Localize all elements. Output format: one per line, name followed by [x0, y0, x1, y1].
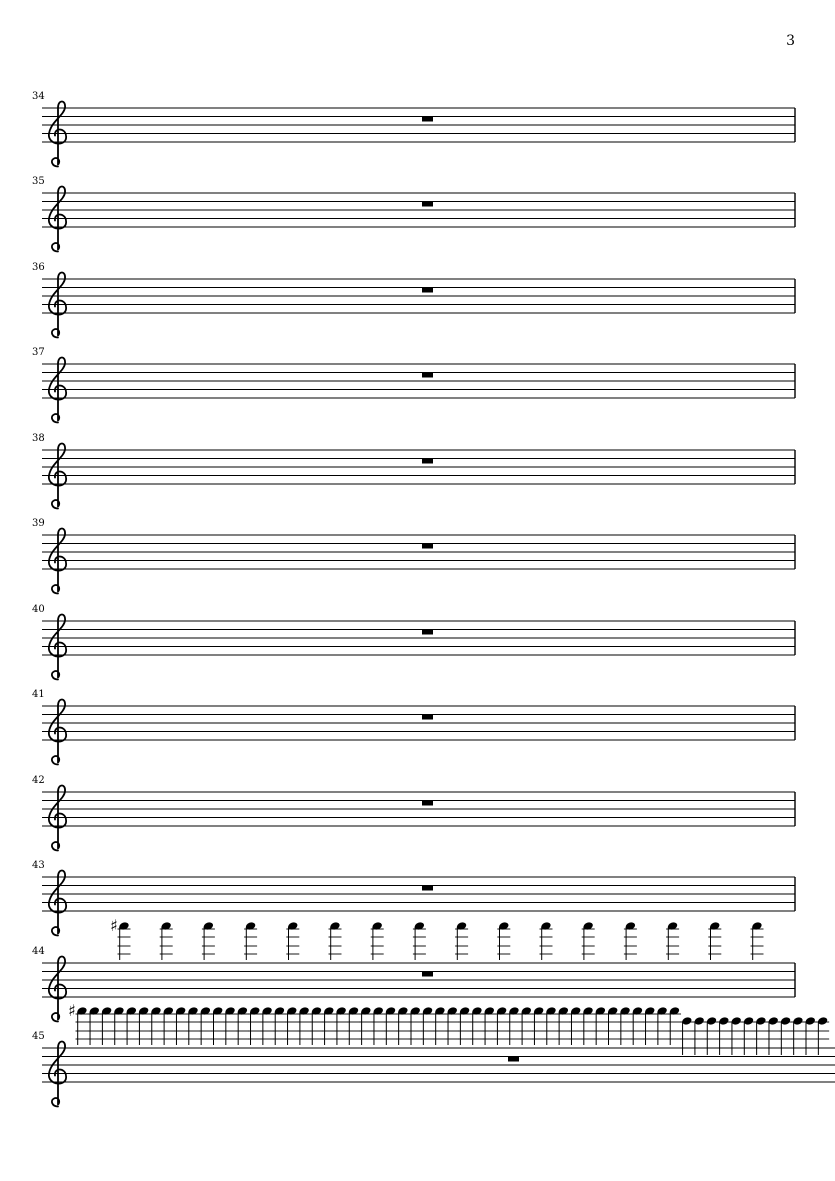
- treble-clef-icon: [49, 102, 66, 167]
- sharp-icon: ♯: [68, 1001, 76, 1020]
- treble-clef-icon: [49, 529, 66, 594]
- staff-system: [32, 689, 795, 765]
- note: [359, 1006, 372, 1045]
- whole-rest: [422, 972, 433, 977]
- note: [113, 1006, 126, 1045]
- treble-clef-icon: [49, 1042, 66, 1107]
- note: [244, 921, 257, 960]
- whole-rest: [422, 544, 433, 549]
- staff-system: [32, 518, 795, 594]
- note: [371, 921, 384, 960]
- measure-number: 42: [32, 775, 45, 786]
- measure-number: 40: [32, 604, 45, 615]
- staff-system: [32, 775, 795, 851]
- note: [666, 921, 679, 960]
- note: [471, 1006, 484, 1045]
- note: [76, 1006, 89, 1045]
- whole-rest: [422, 715, 433, 720]
- note: [372, 1006, 385, 1045]
- whole-rest: [422, 630, 433, 635]
- measure-number: 38: [32, 433, 45, 444]
- whole-rest: [422, 373, 433, 378]
- note: [540, 921, 553, 960]
- note: [160, 921, 173, 960]
- whole-rest: [422, 288, 433, 293]
- note: [162, 1006, 175, 1045]
- note: [202, 921, 215, 960]
- staff-system: [32, 1001, 835, 1107]
- staff-system: [32, 176, 795, 252]
- note: [668, 1006, 681, 1045]
- note: [717, 1016, 730, 1055]
- note: [322, 1006, 335, 1045]
- note: [396, 1006, 409, 1045]
- note: [384, 1006, 397, 1045]
- measure-number: 45: [32, 1031, 45, 1042]
- note: [413, 921, 426, 960]
- whole-rest: [422, 117, 433, 122]
- staff-system: [32, 916, 795, 1022]
- staff-system: [32, 347, 795, 423]
- staff-system: [32, 860, 795, 936]
- note: [497, 921, 510, 960]
- sharp-icon: ♯: [110, 916, 118, 935]
- note: [187, 1006, 200, 1045]
- measure-number: 37: [32, 347, 45, 358]
- note: [347, 1006, 360, 1045]
- measure-number: 39: [32, 518, 45, 529]
- note: [804, 1016, 817, 1055]
- note: [582, 1006, 595, 1045]
- note: [751, 921, 764, 960]
- note: [754, 1016, 767, 1055]
- measure-number: 43: [32, 860, 45, 871]
- note: [705, 1016, 718, 1055]
- note: [125, 1006, 138, 1045]
- note: [261, 1006, 274, 1045]
- treble-clef-icon: [49, 187, 66, 252]
- note: [433, 1006, 446, 1045]
- note: [421, 1006, 434, 1045]
- note: [779, 1016, 792, 1055]
- treble-clef-icon: [49, 700, 66, 765]
- note: [211, 1006, 224, 1045]
- note: [495, 1006, 508, 1045]
- note: [286, 921, 299, 960]
- note: [557, 1006, 570, 1045]
- treble-clef-icon: [49, 358, 66, 423]
- note: [816, 1016, 829, 1055]
- note: [582, 921, 595, 960]
- note: [137, 1006, 150, 1045]
- note: [273, 1006, 286, 1045]
- staff-system: [32, 262, 795, 338]
- note: [199, 1006, 212, 1045]
- measure-number: 36: [32, 262, 45, 273]
- note: [100, 1006, 113, 1045]
- page-number: 3: [786, 33, 795, 49]
- note: [656, 1006, 669, 1045]
- note: [680, 1016, 693, 1055]
- note: [545, 1006, 558, 1045]
- note: [458, 1006, 471, 1045]
- staff-system: [32, 604, 795, 680]
- note: [594, 1006, 607, 1045]
- note: [310, 1006, 323, 1045]
- note: [224, 1006, 237, 1045]
- staff-system: [32, 433, 795, 509]
- treble-clef-icon: [49, 786, 66, 851]
- note: [446, 1006, 459, 1045]
- measure-number: 41: [32, 689, 45, 700]
- note: [742, 1016, 755, 1055]
- note: [88, 1006, 101, 1045]
- whole-rest: [422, 202, 433, 207]
- whole-rest: [422, 801, 433, 806]
- measure-number: 35: [32, 176, 45, 187]
- note: [631, 1006, 644, 1045]
- note: [236, 1006, 249, 1045]
- note: [285, 1006, 298, 1045]
- staff-system: [32, 91, 795, 167]
- treble-clef-icon: [49, 444, 66, 509]
- treble-clef-icon: [49, 273, 66, 338]
- note: [335, 1006, 348, 1045]
- note: [483, 1006, 496, 1045]
- whole-rest: [422, 459, 433, 464]
- whole-rest: [508, 1057, 519, 1062]
- note: [767, 1016, 780, 1055]
- whole-rest: [422, 886, 433, 891]
- note: [643, 1006, 656, 1045]
- note: [329, 921, 342, 960]
- note: [174, 1006, 187, 1045]
- note: [730, 1016, 743, 1055]
- note: [455, 921, 468, 960]
- note: [619, 1006, 632, 1045]
- treble-clef-icon: [49, 615, 66, 680]
- note: [248, 1006, 261, 1045]
- measure-number: 44: [32, 946, 45, 957]
- note: [409, 1006, 422, 1045]
- note: [150, 1006, 163, 1045]
- note: [298, 1006, 311, 1045]
- note: [508, 1006, 521, 1045]
- note: [520, 1006, 533, 1045]
- note: [693, 1016, 706, 1055]
- treble-clef-icon: [49, 957, 66, 1022]
- note: [118, 921, 131, 960]
- note: [791, 1016, 804, 1055]
- treble-clef-icon: [49, 871, 66, 936]
- note: [569, 1006, 582, 1045]
- note: [532, 1006, 545, 1045]
- measure-number: 34: [32, 91, 45, 102]
- note: [624, 921, 637, 960]
- note: [708, 921, 721, 960]
- note: [606, 1006, 619, 1045]
